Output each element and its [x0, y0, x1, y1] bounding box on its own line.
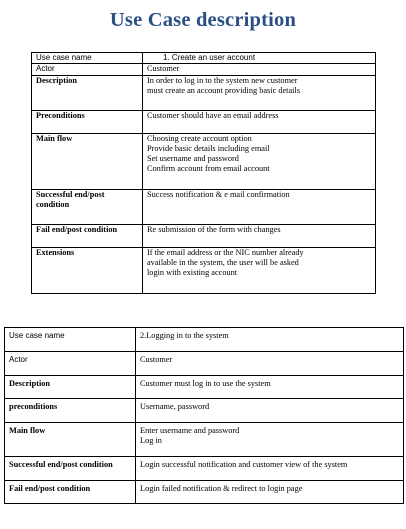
row-value	[143, 248, 376, 294]
row-value	[136, 423, 404, 457]
value-line: Customer must log in to use the system	[140, 379, 271, 388]
row-label: preconditions	[5, 399, 136, 423]
row-label: Actor	[32, 64, 143, 76]
row-value	[136, 328, 404, 352]
row-value	[143, 111, 376, 134]
row-value	[143, 225, 376, 248]
value-line: Login successful notification and customer view of the system	[140, 460, 348, 469]
table-row	[32, 225, 376, 248]
row-label: Description	[5, 376, 136, 399]
table-row	[32, 134, 376, 190]
use-case-table-login	[4, 327, 404, 504]
row-label: Main flow	[32, 134, 143, 190]
value-line: If the email address or the NIC number already	[147, 248, 304, 257]
row-value	[136, 481, 404, 504]
table-row	[5, 399, 404, 423]
row-value	[143, 76, 376, 111]
value-line: Choosing create account option	[147, 134, 252, 143]
table-row	[32, 111, 376, 134]
value-line: 1. Create an user account	[163, 53, 256, 62]
row-label: Extensions	[32, 248, 143, 294]
row-label: Use case name	[5, 328, 136, 352]
value-line: Customer should have an email address	[147, 111, 279, 120]
row-label: Main flow	[5, 423, 136, 457]
row-label: Fail end/post condition	[5, 481, 136, 504]
value-line: Confirm account from email account	[147, 164, 270, 173]
table-row	[32, 190, 376, 225]
row-label: Successful end/post condition	[5, 457, 136, 481]
table-row	[5, 328, 404, 352]
value-line: Re submission of the form with changes	[147, 225, 281, 234]
page-title: Use Case description	[109, 9, 297, 31]
row-label: Fail end/post condition	[32, 225, 143, 248]
row-value	[143, 134, 376, 190]
row-label: Successful end/post condition	[32, 190, 143, 225]
value-line: In order to log in to the system new customer	[147, 76, 298, 85]
value-line: Set username and password	[147, 154, 239, 163]
table-row	[32, 64, 376, 76]
value-line: Provide basic details including email	[147, 144, 270, 153]
table-row	[5, 457, 404, 481]
row-value	[136, 457, 404, 481]
value-line: Log in	[140, 436, 162, 445]
table-row	[32, 248, 376, 294]
table-row	[5, 423, 404, 457]
row-value	[136, 376, 404, 399]
table-row	[5, 481, 404, 504]
row-value	[143, 64, 376, 76]
table-row	[5, 352, 404, 376]
value-line: Customer	[140, 355, 173, 364]
row-label: Preconditions	[32, 111, 143, 134]
value-line: available in the system, the user will be asked	[147, 258, 299, 267]
table-row	[32, 53, 376, 64]
row-label: Actor	[5, 352, 136, 376]
value-line: Login failed notification & redirect to login page	[140, 484, 303, 493]
row-value	[136, 352, 404, 376]
row-label: Use case name	[32, 53, 143, 64]
row-label: Description	[32, 76, 143, 111]
row-value	[136, 399, 404, 423]
row-value	[143, 53, 376, 64]
value-line: Success notification & e mail confirmation	[147, 190, 290, 199]
value-line: must create an account providing basic details	[147, 86, 300, 95]
value-line: Enter username and password	[140, 426, 240, 435]
value-line: Username, password	[140, 402, 210, 411]
value-line: login with existing account	[147, 268, 238, 277]
value-line: 2.Logging in to the system	[140, 331, 229, 340]
table-row	[32, 76, 376, 111]
use-case-table-create-account	[31, 52, 376, 294]
value-line: Customer	[147, 64, 180, 73]
table-row	[5, 376, 404, 399]
row-value	[143, 190, 376, 225]
